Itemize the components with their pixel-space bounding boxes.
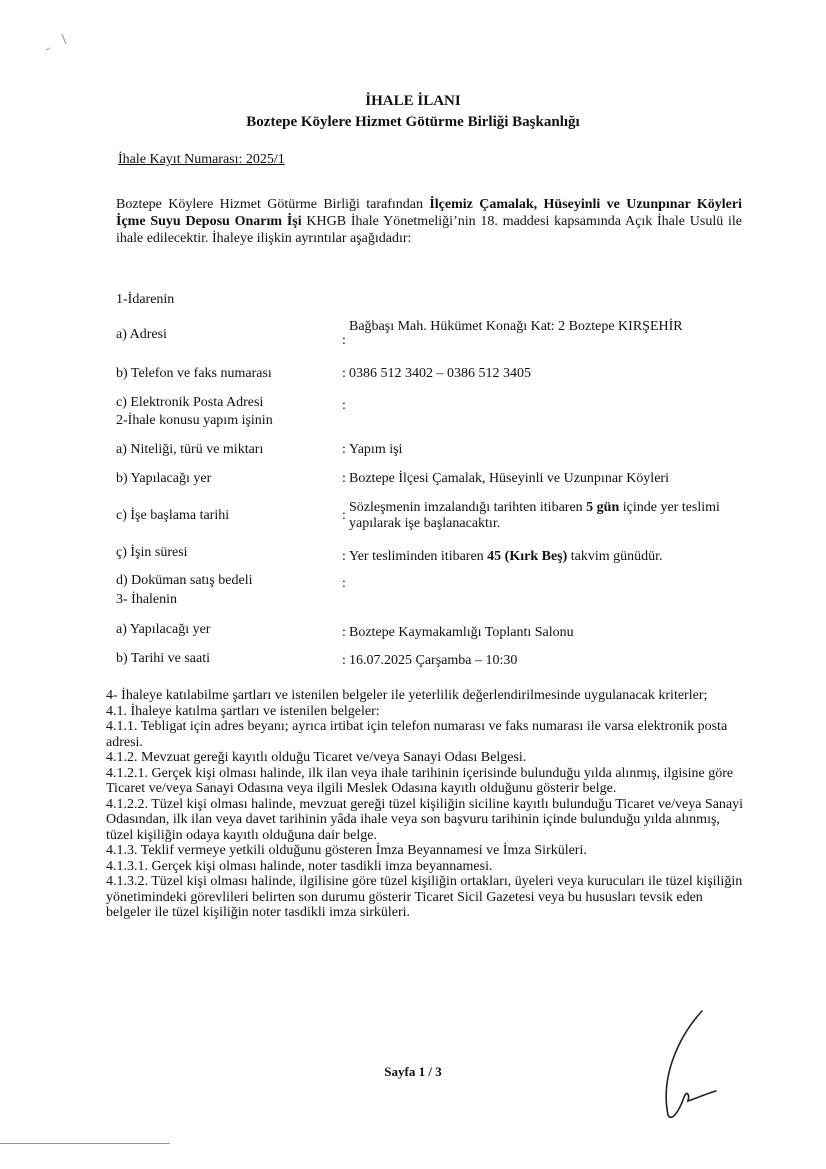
section2-heading: 2-İhale konusu yapım işinin [116,413,273,428]
tarih-value: 16.07.2025 Çarşamba – 10:30 [349,653,518,668]
baslama-value [349,500,729,532]
kayit-numarasi: İhale Kayıt Numarası: 2025/1 [118,152,285,167]
intro-text-1: Boztepe Köylere Hizmet Götürme Birliği tarafından [116,197,430,212]
dokuman-label: d) Doküman satış bedeli [116,573,253,588]
page-subtitle: Boztepe Köylere Hizmet Götürme Birliği Başkanlığı [246,114,580,130]
signature [640,1005,730,1125]
baslama-label: c) İşe başlama tarihi [116,508,230,523]
ihale-yer-label: a) Yapılacağı yer [116,622,211,637]
s4-line-4: 4.1.2.1. Gerçek kişi olması halinde, ilk ilan veya ihale tarihinin içerisinde bulunduğu yılda alınmış, ilgisine göre Ticaret ve/veya Sanayi Odasına veya ilgili Meslek Odasına kayıtlı olduğunu gösterir belge. [106,765,734,796]
adres-label: a) Adresi [116,327,167,342]
page-title: İHALE İLANI [365,93,461,109]
intro-paragraph [116,196,742,247]
page-number: Sayfa 1 / 3 [384,1064,442,1079]
sure-label: ç) İşin süresi [116,545,188,560]
scan-mark [40,30,80,60]
s4-line-2: 4.1.1. Tebligat için adres beyanı; ayrıca irtibat için telefon numarası ve faks numarası ile varsa elektronik posta adresi. [106,719,728,750]
section4-body [106,688,746,921]
sure-value [349,549,663,565]
email-label: c) Elektronik Posta Adresi [116,395,264,410]
adres-colon: : [342,333,346,348]
sure-days: 45 (Kırk Beş) [487,549,568,564]
ihale-yer-colon: : [342,625,346,640]
sure-text-1: Yer tesliminden itibaren [349,549,488,564]
tarih-colon: : [342,653,346,668]
s4-line-7: 4.1.3.1. Gerçek kişi olması halinde, noter tasdikli imza beyannamesi. [106,858,493,874]
baslama-text-1: Sözleşmenin imzalandığı tarihten itibaren [349,500,587,515]
nitelik-value: Yapım işi [349,442,403,457]
scan-edge-line [0,1143,170,1144]
s4-line-5: 4.1.2.2. Tüzel kişi olması halinde, mevzuat gereği tüzel kişiliğin siciline kayıtlı bulunduğu Ticaret ve/veya Sanayi Odasından, ilk ilan veya davet tarihinin yâda ihale veya son başvuru tarihinin içinde bulunduğu yılda alınmış, tüzel kişiliğin odaya kayıtlı olduğuna dair belge. [106,796,744,843]
nitelik-colon: : [342,442,346,457]
sure-text-2: takvim günüdür. [567,549,663,564]
intro-text-2: KHGB İhale Yönetmeliği’nin 18. maddesi kapsamında Açık İhale Usulü ile ihale edilecektir. İhaleye ilişkin ayrıntılar aşağıdadır: [116,214,742,246]
s4-line-3: 4.1.2. Mevzuat gereği kayıtlı olduğu Ticaret ve/veya Sanayi Odası Belgesi. [106,750,527,765]
baslama-days: 5 gün [586,500,620,515]
baslama-text-2: içinde yer teslimi yapılarak işe başlanacaktır. [349,500,720,531]
email-colon: : [342,398,346,413]
telefon-label: b) Telefon ve faks numarası [116,366,272,381]
yapim-yer-label: b) Yapılacağı yer [116,471,212,486]
telefon-colon: : [342,366,346,381]
ihale-yer-value: Boztepe Kaymakamlığı Toplantı Salonu [349,625,574,640]
yapim-yer-value: Boztepe İlçesi Çamalak, Hüseyinli ve Uzunpınar Köyleri [349,471,669,486]
s4-line-6: 4.1.3. Teklif vermeye yetkili olduğunu gösteren İmza Beyannamesi ve İmza Sirküleri. [106,843,587,858]
s4-line-8: 4.1.3.2. Tüzel kişi olması halinde, ilgilisine göre tüzel kişiliğin ortakları, üyeleri veya kurucuları ile tüzel kişiliğin yönetimindeki görevlileri belirten son durumu gösterir Ticaret Sicil Gazetesi veya bu hususları tevsik eden belgeler ile tüzel kişiliğin noter tasdikli imza sirküleri. [106,874,743,920]
sure-colon: : [342,549,346,564]
telefon-value: 0386 512 3402 – 0386 512 3405 [349,366,531,381]
yapim-yer-colon: : [342,471,346,486]
intro-work-name: İlçemiz Çamalak, Hüseyinli ve Uzunpınar Köyleri İçme Suyu Deposu Onarım İşi [116,197,742,229]
nitelik-label: a) Niteliği, türü ve miktarı [116,442,264,457]
section3-heading: 3- İhalenin [116,592,178,607]
s4-line-1: 4.1. İhaleye katılma şartları ve istenilen belgeler: [106,703,380,719]
dokuman-colon: : [342,576,346,591]
tarih-label: b) Tarihi ve saati [116,651,211,666]
adres-value: Bağbaşı Mah. Hükümet Konağı Kat: 2 Boztepe KIRŞEHİR [349,319,683,334]
baslama-colon: : [342,508,346,523]
s4-line-0: 4- İhaleye katılabilme şartları ve istenilen belgeler ile yeterlilik değerlendirilmesinde uygulanacak kriterler; [106,688,708,703]
section1-heading: 1-İdarenin [116,292,175,307]
